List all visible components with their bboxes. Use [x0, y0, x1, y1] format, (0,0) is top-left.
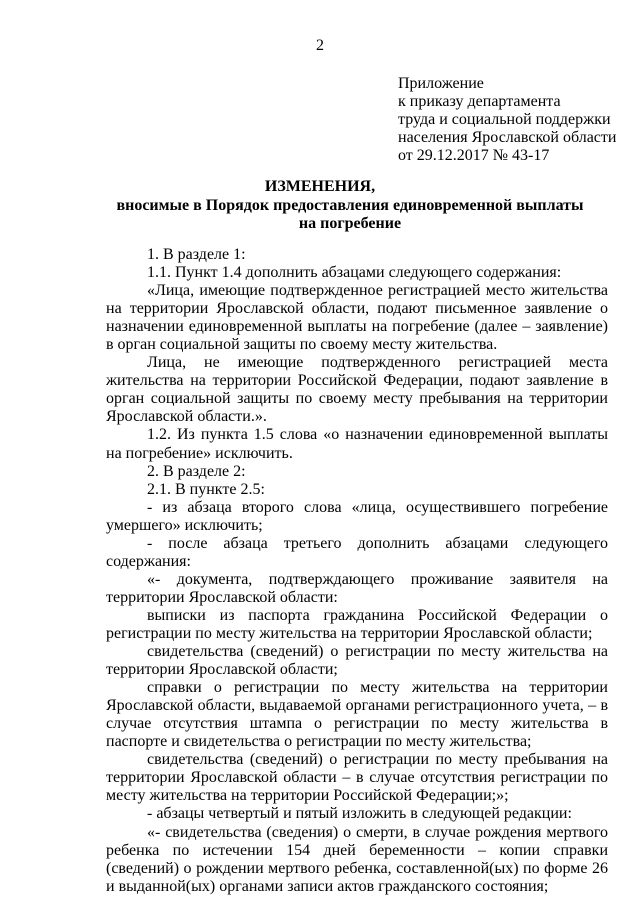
page-number: 2	[316, 37, 324, 54]
paragraph: «Лица, имеющие подтвержденное регистрацией место жительства на территории Ярославской области, подают письменное заявление о назначении единовременной выплаты на погребение (далее – заявление) в орган социальной защиты по своему месту жительства.	[106, 282, 608, 354]
paragraph: «- документа, подтверждающего проживание заявителя на территории Ярославской области:	[106, 570, 608, 606]
paragraph: 1.2. Из пункта 1.5 слова «о назначении единовременной выплаты на погребение» исключить.	[106, 426, 608, 462]
paragraph: 1.1. Пункт 1.4 дополнить абзацами следующего содержания:	[147, 264, 562, 282]
paragraph: - из абзаца второго слова «лица, осуществившего погребение умершего» исключить;	[106, 498, 608, 534]
paragraph: выписки из паспорта гражданина Российской Федерации о регистрации по месту жительства на территории Ярославской области;	[106, 606, 608, 642]
appendix-line: к приказу департамента	[398, 93, 561, 110]
paragraph: справки о регистрации по месту жительства на территории Ярославской области, выдаваемой органами регистрационного учета, – в случае отсутствия штампа о регистрации по месту жительства в паспорте и свидетельства о регистрации по месту жительства;	[106, 679, 608, 751]
document-title: ИЗМЕНЕНИЯ,	[264, 178, 376, 195]
appendix-line: Приложение	[398, 75, 484, 92]
paragraph: свидетельства (сведений) о регистрации по месту жительства на территории Ярославской области;	[106, 643, 608, 679]
appendix-line: труда и социальной поддержки	[398, 111, 611, 128]
document-subtitle: вносимые в Порядок предоставления единовременной выплаты на погребение	[116, 197, 584, 232]
paragraph: 2. В разделе 2:	[147, 462, 246, 480]
paragraph: - после абзаца третьего дополнить абзацами следующего содержания:	[106, 534, 608, 570]
appendix-line: населения Ярославской области	[398, 129, 617, 146]
paragraph: Лица, не имеющие подтвержденного регистрацией места жительства на территории Российской Федерации, подают заявление в орган социальной защиты по своему месту пребывания на территории Ярославской области.».	[106, 354, 608, 426]
document-body	[106, 246, 608, 896]
appendix-line: от 29.12.2017 № 43-17	[398, 147, 550, 164]
paragraph: свидетельства (сведений) о регистрации по месту пребывания на территории Ярославской области – в случае отсутствия регистрации по месту жительства на территории Российской Федерации;»;	[106, 751, 608, 805]
paragraph: 2.1. В пункте 2.5:	[147, 480, 265, 498]
paragraph: «- свидетельства (сведения) о смерти, в случае рождения мертвого ребенка по истечении 154 дней беременности – копии справки (сведений) о рождении мертвого ребенка, составленной(ых) по форме 26 и выданной(ых) органами записи актов гражданского состояния;	[106, 823, 608, 895]
appendix-block	[398, 75, 616, 165]
paragraph: - абзацы четвертый и пятый изложить в следующей редакции:	[147, 805, 572, 823]
paragraph: 1. В разделе 1:	[147, 246, 246, 263]
